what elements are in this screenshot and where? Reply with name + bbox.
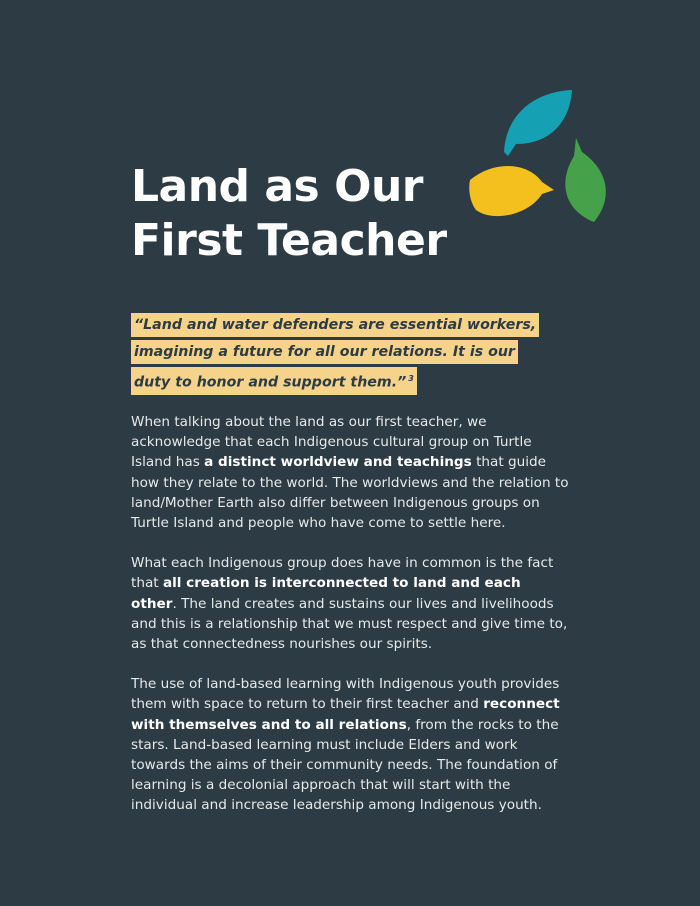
paragraph-3: The use of land-based learning with Indigenous youth provides them with space to return to their first teacher and reconnect with themselves and to all relations, from the rocks to the stars. Land-based learning must include Elders and work towards the aims of their community needs. The foundation of learning is a decolonial approach that will start with the individual and increase leadership among Indigenous youth. <box>131 676 560 814</box>
quote-line-3: duty to honor and support them.” $^3$ <box>131 367 417 395</box>
emphasis-3: reconnect with themselves and to all relations <box>131 696 560 733</box>
title-line-2: First Teacher <box>131 214 447 266</box>
page-title <box>131 160 551 267</box>
title-line-1: Land as Our <box>131 161 423 212</box>
emphasis-2: all creation is interconnected to land and each other <box>131 575 521 612</box>
quote-line-1: “Land and water defenders are essential workers, <box>131 313 539 337</box>
pull-quote <box>131 313 537 398</box>
quote-line-2: imagining a future for all our relations. It is our <box>131 340 518 364</box>
paragraph-2: What each Indigenous group does have in common is the fact that all creation is interconnected to land and each other. The land creates and sustains our lives and livelihoods and this is a relationship that we must respect and give time to, as that connectedness nourishes our spirits. <box>131 555 568 653</box>
teal-leaf-icon <box>504 90 572 156</box>
paragraph-1: When talking about the land as our first teacher, we acknowledge that each Indigenous cultural group on Turtle Island has a distinct worldview and teachings that guide how they relate to the world. The worldviews and the relation to land/Mother Earth also differ between Indigenous groups on Turtle Island and people who have come to settle here. <box>131 414 569 532</box>
footnote-marker: 3 <box>408 374 414 383</box>
emphasis-1: a distinct worldview and teachings <box>204 454 472 471</box>
body-text <box>131 412 571 836</box>
green-leaf-icon <box>565 138 606 222</box>
